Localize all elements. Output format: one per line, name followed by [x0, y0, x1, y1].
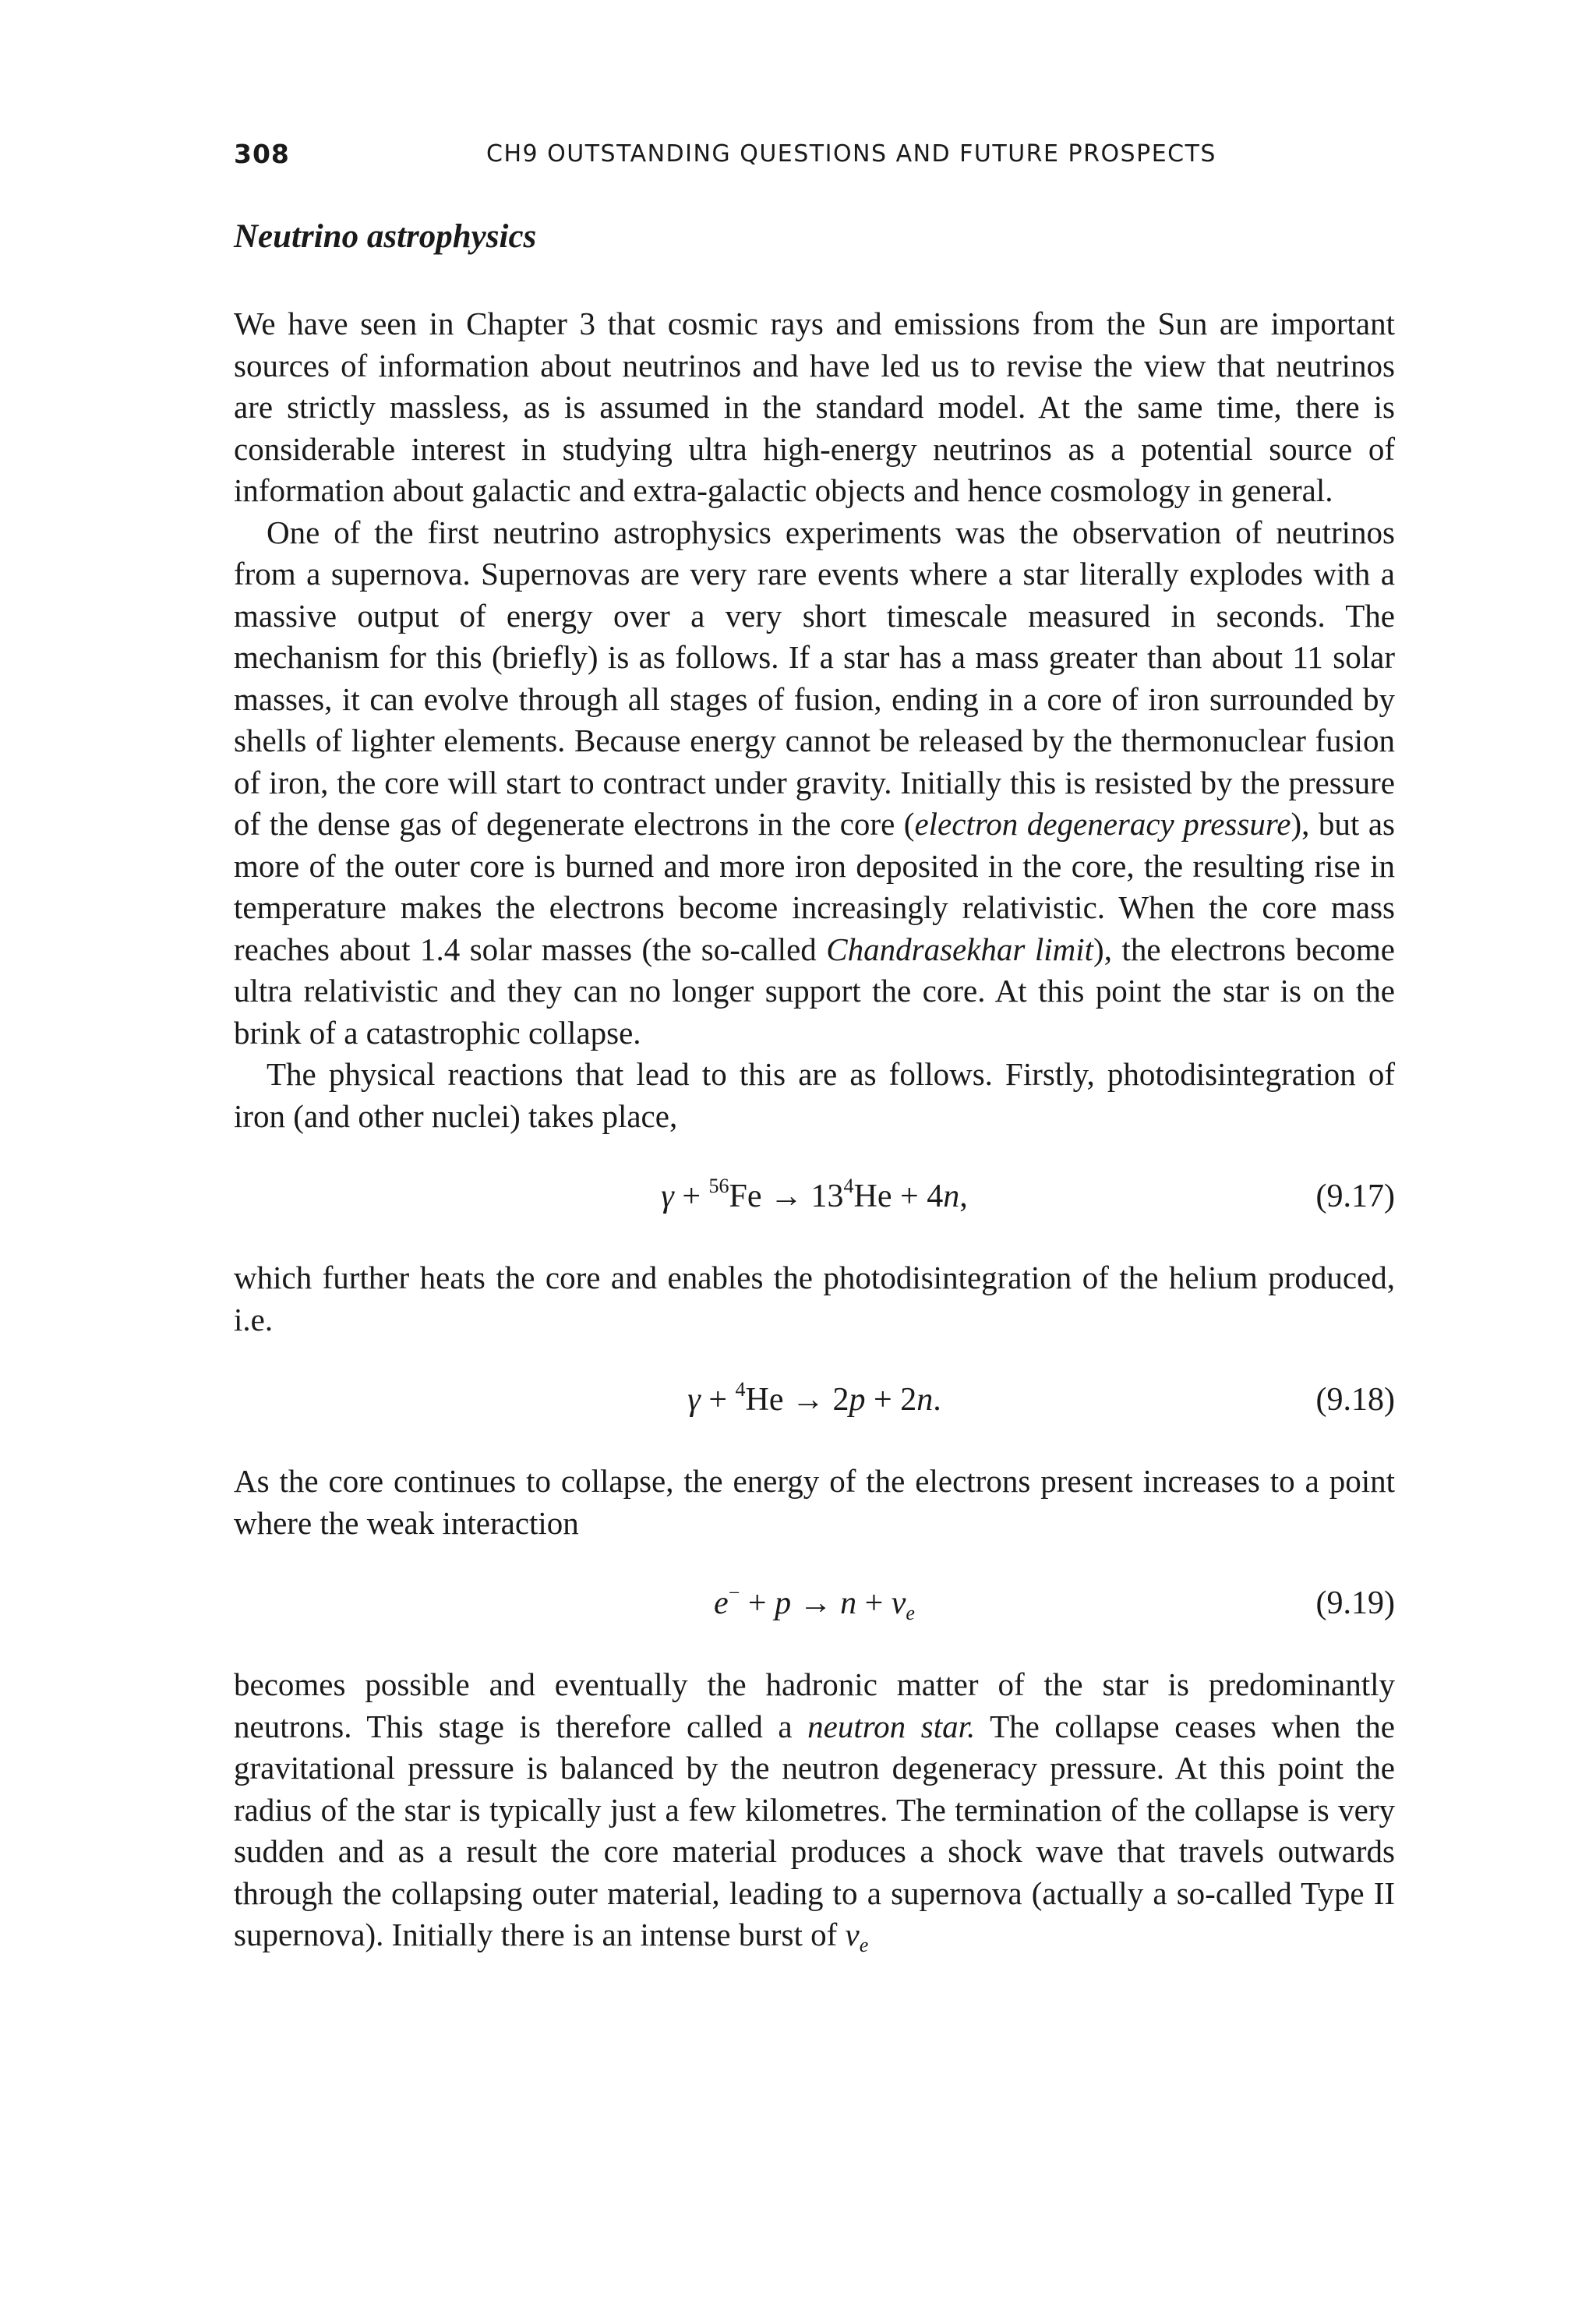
paragraph-1: We have seen in Chapter 3 that cosmic rays and emissions from the Sun are important sources of information about neutrinos and have led us to revise the view that neutrinos are strictly massless, as is assumed in the standard model. At the same time, there is considerable interest in studying ultra high-energy neutrinos as a potential source of information about galactic and extra-galactic objects and hence cosmology in general. [234, 306, 1395, 508]
paragraph-3: The physical reactions that lead to this are as follows. Firstly, photodisintegration of iron (and other nuclei) takes place, [234, 1056, 1395, 1134]
term-chandrasekhar-limit: Chandrasekhar limit [826, 931, 1094, 967]
paragraph-5: As the core continues to collapse, the energy of the electrons present increases to a point where the weak interaction [234, 1463, 1395, 1541]
paragraph-6-text-a: becomes possible and eventually the hadronic matter of the star is predominantly neutrons. This stage is therefore called a [234, 1666, 1395, 1744]
equation-number: (9.19) [1315, 1585, 1395, 1621]
eq3-electron-charge: − [728, 1581, 740, 1604]
eq1-plus: + [673, 1178, 709, 1214]
paragraph-2-text-c: ), the electrons become ultra relativistic and they can no longer support the core. At this point the star is on the brink of a catastrophic collapse. [234, 931, 1395, 1051]
chapter-title: CH9 OUTSTANDING QUESTIONS AND FUTURE PROSPECTS [486, 140, 1216, 168]
eq1-plus-4: + 4 [892, 1178, 944, 1214]
eq2-mass-number-he: 4 [735, 1378, 746, 1401]
equation-9-19 [234, 1544, 1395, 1664]
nu-e-symbol: ν [845, 1917, 860, 1952]
paragraph-2-text-b: ), but as more of the outer core is burned and more iron deposited in the core, the resulting rise in temperature makes the electrons become increasingly relativistic. When the core mass reaches about 1.4 solar masses (the so-called [234, 806, 1396, 967]
eq2-end: . [933, 1382, 941, 1418]
eq3-neutron: n [840, 1585, 857, 1621]
running-head [234, 133, 1395, 179]
eq2-gamma: γ [687, 1382, 701, 1418]
eq1-neutron: n [943, 1178, 960, 1214]
eq1-mass-number-fe: 56 [708, 1175, 729, 1197]
eq1-gamma: γ [661, 1178, 674, 1214]
paragraph-4: which further heats the core and enables the photodisintegration of the helium produced, i.e. [234, 1260, 1395, 1337]
paragraph-2-text-a: One of the first neutrino astrophysics experiments was the observation of neutrinos from a supernova. Supernovas are very rare events where a star literally explodes with a massive output of energy over a very short timescale measured in seconds. The mechanism for this (briefly) is as follows. If a star has a mass greater than about 11 solar masses, it can evolve through all stages of fusion, ending in a core of iron surrounded by shells of lighter elements. Because energy cannot be released by the thermonuclear fusion of iron, the core will start to contract under gravity. Initially this is resisted by the pressure of the dense gas of degenerate electrons in the core ( [234, 514, 1395, 842]
paragraph-6 [234, 1664, 1395, 1956]
term-electron-degeneracy-pressure: electron degeneracy pressure [914, 806, 1291, 842]
eq3-neutrino-flavor-letter: e [906, 1602, 915, 1624]
equation-9-19-expression [234, 1583, 1395, 1625]
eq2-arrow: → 2 [783, 1382, 849, 1418]
equation-9-18 [234, 1341, 1395, 1461]
eq3-proton: p [775, 1585, 792, 1621]
page-number: 308 [234, 139, 290, 169]
equation-9-17 [234, 1137, 1395, 1257]
term-neutron-star: neutron star. [807, 1708, 976, 1744]
equation-9-17-expression [234, 1176, 1395, 1218]
eq2-proton: p [849, 1382, 866, 1418]
eq1-fe: Fe [729, 1178, 762, 1214]
eq3-neutrino: ν [891, 1585, 906, 1621]
eq1-end: , [959, 1178, 968, 1214]
eq2-plus: + [700, 1382, 736, 1418]
eq1-he: He [853, 1178, 892, 1214]
paragraph-2 [234, 512, 1395, 1055]
eq1-mass-number-he: 4 [843, 1175, 854, 1197]
equation-number: (9.17) [1315, 1178, 1395, 1214]
book-page [234, 133, 1395, 1956]
section-heading: Neutrino astrophysics [234, 218, 537, 255]
nu-e-subscript-letter: e [859, 1934, 869, 1956]
eq2-he: He [745, 1382, 784, 1418]
eq3-plus-2: + [856, 1585, 892, 1621]
eq1-arrow: → [761, 1178, 811, 1214]
nu-e-subscript [860, 1934, 869, 1956]
eq3-electron: e [714, 1585, 729, 1621]
eq3-neutrino-flavor [906, 1602, 915, 1624]
body-text [234, 303, 1395, 1956]
equation-number: (9.18) [1315, 1382, 1395, 1418]
eq2-neutron: n [916, 1382, 934, 1418]
eq1-coefficient: 13 [810, 1178, 844, 1214]
equation-9-18-expression [234, 1380, 1395, 1422]
eq2-plus-2: + 2 [865, 1382, 917, 1418]
paragraph-6-text-b: The collapse ceases when the gravitational pressure is balanced by the neutron degeneracy pressure. At this point the radius of the star is typically just a few kilometres. The termination of the collapse is very sudden and as a result the core material produces a shock wave that travels outwards through the collapsing outer material, leading to a supernova (actually a so-called Type II supernova). Initially there is an intense burst of [234, 1708, 1395, 1952]
eq3-plus: + [740, 1585, 775, 1621]
eq3-arrow: → [791, 1585, 841, 1621]
